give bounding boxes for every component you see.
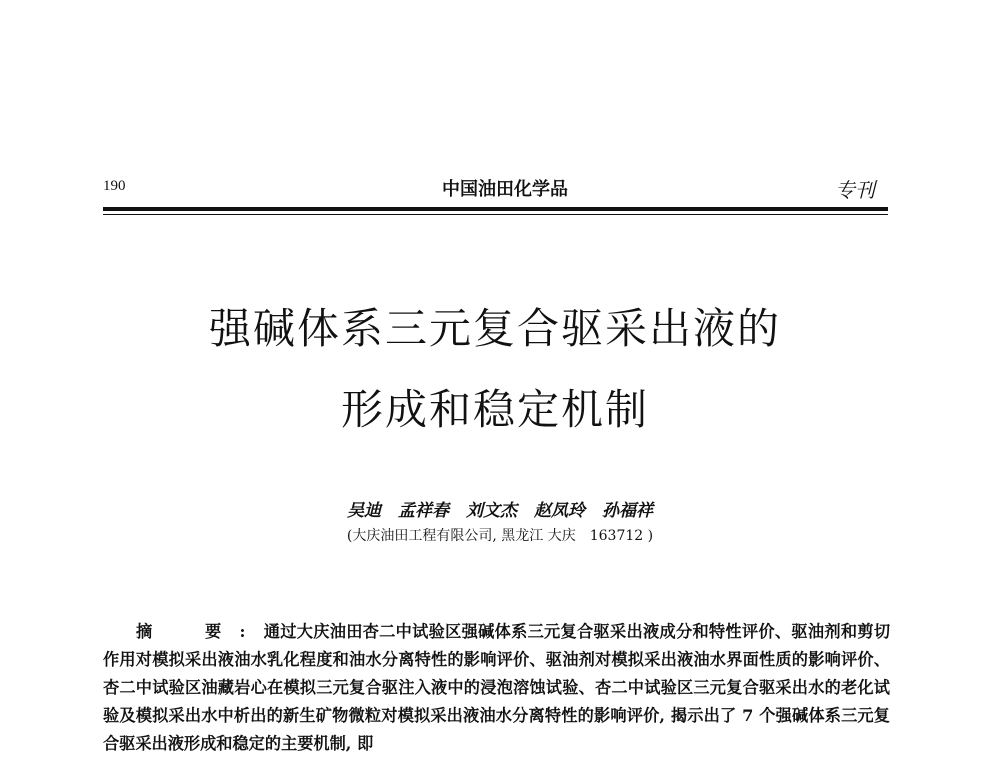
author-affiliation: (大庆油田工程有限公司, 黑龙江 大庆 163712 ) bbox=[346, 528, 654, 544]
abstract-label: 摘 要: bbox=[136, 622, 264, 641]
journal-name: 中国油田化学品 bbox=[442, 179, 568, 200]
page-number: 190 bbox=[103, 178, 126, 194]
abstract-paragraph bbox=[103, 618, 890, 758]
header-rule-thin bbox=[103, 214, 888, 215]
author-list: 吴迪 孟祥春 刘文杰 赵凤玲 孙福祥 bbox=[347, 501, 653, 521]
header-rule-thick bbox=[103, 207, 888, 211]
issue-label: 专刊 bbox=[835, 178, 875, 202]
paper-title-line-2: 形成和稳定机制 bbox=[340, 385, 649, 434]
abstract-text: 通过大庆油田杏二中试验区强碱体系三元复合驱采出液成分和特性评价、驱油剂和剪切作用对模拟采出液油水乳化程度和油水分离特性的影响评价、驱油剂对模拟采出液油水界面性质的影响评价、杏二中试验区油藏岩心在模拟三元复合驱注入液中的浸泡溶蚀试验、杏二中试验区三元复合驱采出水的老化试验及模拟采出水中析出的新生矿物微粒对模拟采出液油水分离特性的影响评价, 揭示出了 7 个强碱体系三元复合驱采出液形成和稳定的主要机制, 即 bbox=[103, 622, 891, 753]
paper-title-line-1: 强碱体系三元复合驱采出液的 bbox=[208, 304, 781, 353]
